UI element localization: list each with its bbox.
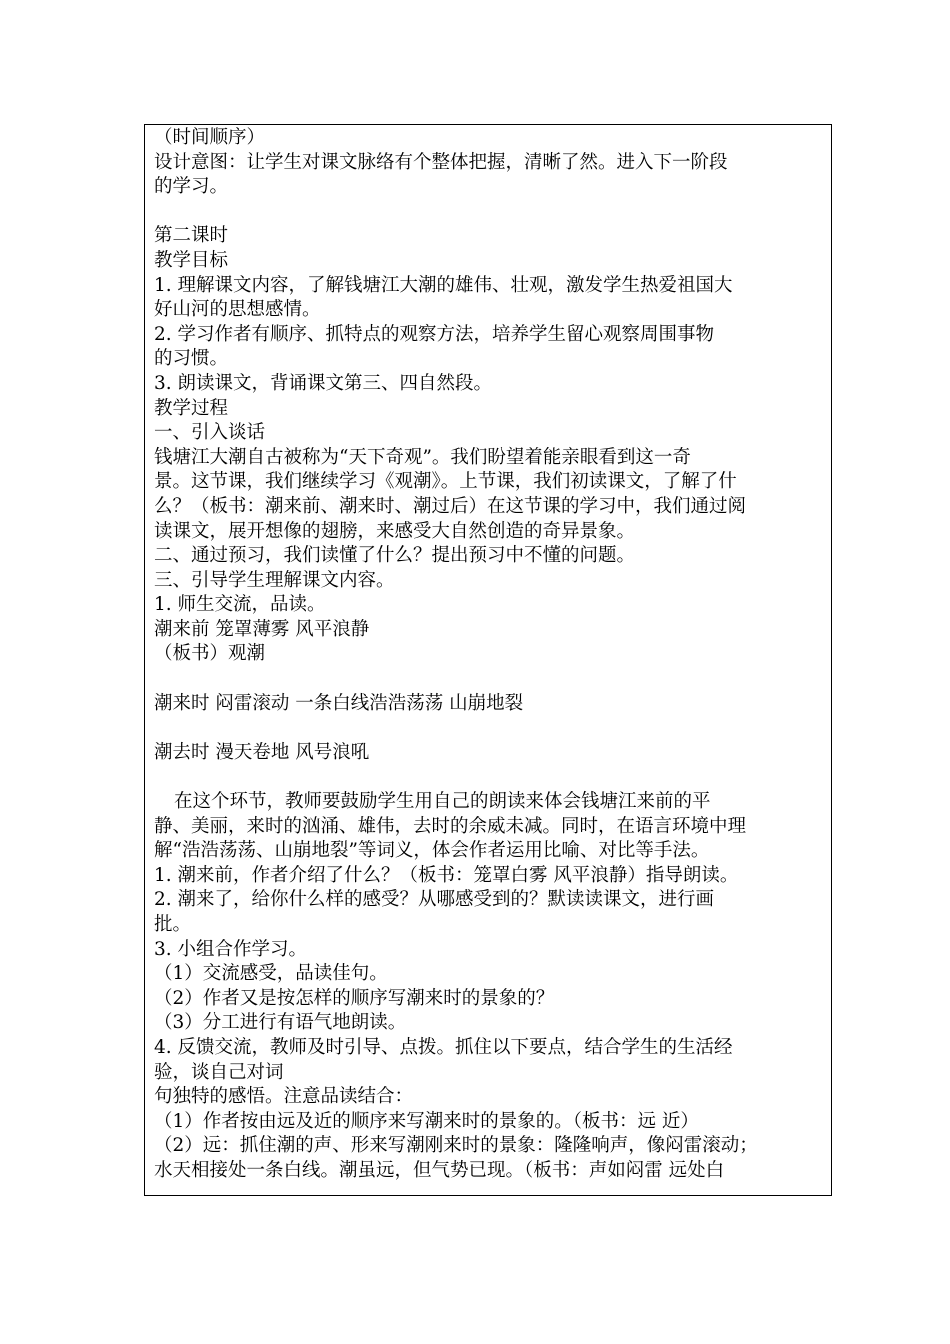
text-line: （1）交流感受，品读佳句。 [154,963,388,985]
text-line: 句独特的感悟。注意品读结合： [154,1086,414,1108]
board-note-line: 潮去时 漫天卷地 风号浪吼 [154,741,370,763]
text-line: 的学习。 [154,176,229,198]
text-line: 三、引导学生理解课文内容。 [154,569,395,591]
board-note-line: 潮来前 笼罩薄雾 风平浪静 [154,618,370,640]
blank-line [154,765,823,790]
text-line: 读课文，展开想像的翅膀，来感受大自然创造的奇异景象。 [154,520,636,542]
text-line: 1. 理解课文内容，了解钱塘江大潮的雄伟、壮观，激发学生热爱祖国大 [154,274,733,296]
text-line: 二、通过预习，我们读懂了什么？提出预习中不懂的问题。 [154,545,636,567]
text-line: 解“浩浩荡荡、山崩地裂”等词义，体会作者运用比喻、对比等手法。 [154,840,710,862]
text-line: 批。 [154,914,192,935]
text-line: （2）远：抓住潮的声、形来写潮刚来时的景象：隆隆响声，像闷雷滚动； [154,1135,758,1157]
text-line: 3. 朗读课文，背诵课文第三、四自然段。 [154,372,493,394]
text-line: （1）作者按由远及近的顺序来写潮来时的景象的。（板书：远 近） [154,1110,699,1132]
text-line: 景。这节课，我们继续学习《观潮》。上节课，我们初读课文，了解了什 [154,471,737,493]
text-line: 1. 师生交流，品读。 [154,594,326,616]
text-line: （3）分工进行有语气地朗读。 [154,1012,407,1034]
text-line: 2. 潮来了，给你什么样的感受？从哪感受到的？默读读课文，进行画 [154,889,715,911]
text-line: 在这个环节，教师要鼓励学生用自己的朗读来体会钱塘江来前的平 [174,791,711,813]
text-line: 4. 反馈交流，教师及时引导、点拨。抓住以下要点，结合学生的生活经 [154,1036,733,1058]
text-line: 钱塘江大潮自古被称为“天下奇观”。我们盼望着能亲眼看到这一奇 [154,446,691,468]
lesson-heading: 第二课时 [154,225,229,247]
text-line: （2）作者又是按怎样的顺序写潮来时的景象的？ [154,987,555,1009]
board-note-line: （板书）观潮 [154,643,266,665]
section-heading: 教学目标 [154,249,229,271]
blank-line [154,200,823,225]
board-note-line: 潮来时 闷雷滚动 一条白线浩浩荡荡 山崩地裂 [154,692,524,714]
text-line: 好山河的思想感情。 [154,299,321,321]
text-line: 水天相接处一条白线。潮虽远，但气势已现。（板书：声如闷雷 远处白 [154,1159,725,1181]
text-line: 3. 小组合作学习。 [154,938,308,960]
blank-line [154,667,823,692]
text-line: 验，谈自己对词 [154,1061,284,1083]
lesson-plan-table-cell [144,124,832,1196]
section-heading: 教学过程 [154,397,229,419]
text-line: 一、引入谈话 [154,422,266,444]
text-line: 1. 潮来前，作者介绍了什么？（板书：笼罩白雾 风平浪静）指导朗读。 [154,864,739,886]
text-line: （时间顺序） [154,127,266,148]
blank-line [154,716,823,741]
text-line: 2. 学习作者有顺序、抓特点的观察方法，培养学生留心观察周围事物 [154,323,715,345]
text-line: 静、美丽，来时的汹涌、雄伟，去时的余威未减。同时，在语言环境中理 [154,815,747,837]
text-line: 设计意图：让学生对课文脉络有个整体把握，清晰了然。进入下一阶段 [154,151,728,173]
text-line: 的习惯。 [154,348,229,370]
text-line: 么？（板书：潮来前、潮来时、潮过后）在这节课的学习中，我们通过阅 [154,495,747,517]
